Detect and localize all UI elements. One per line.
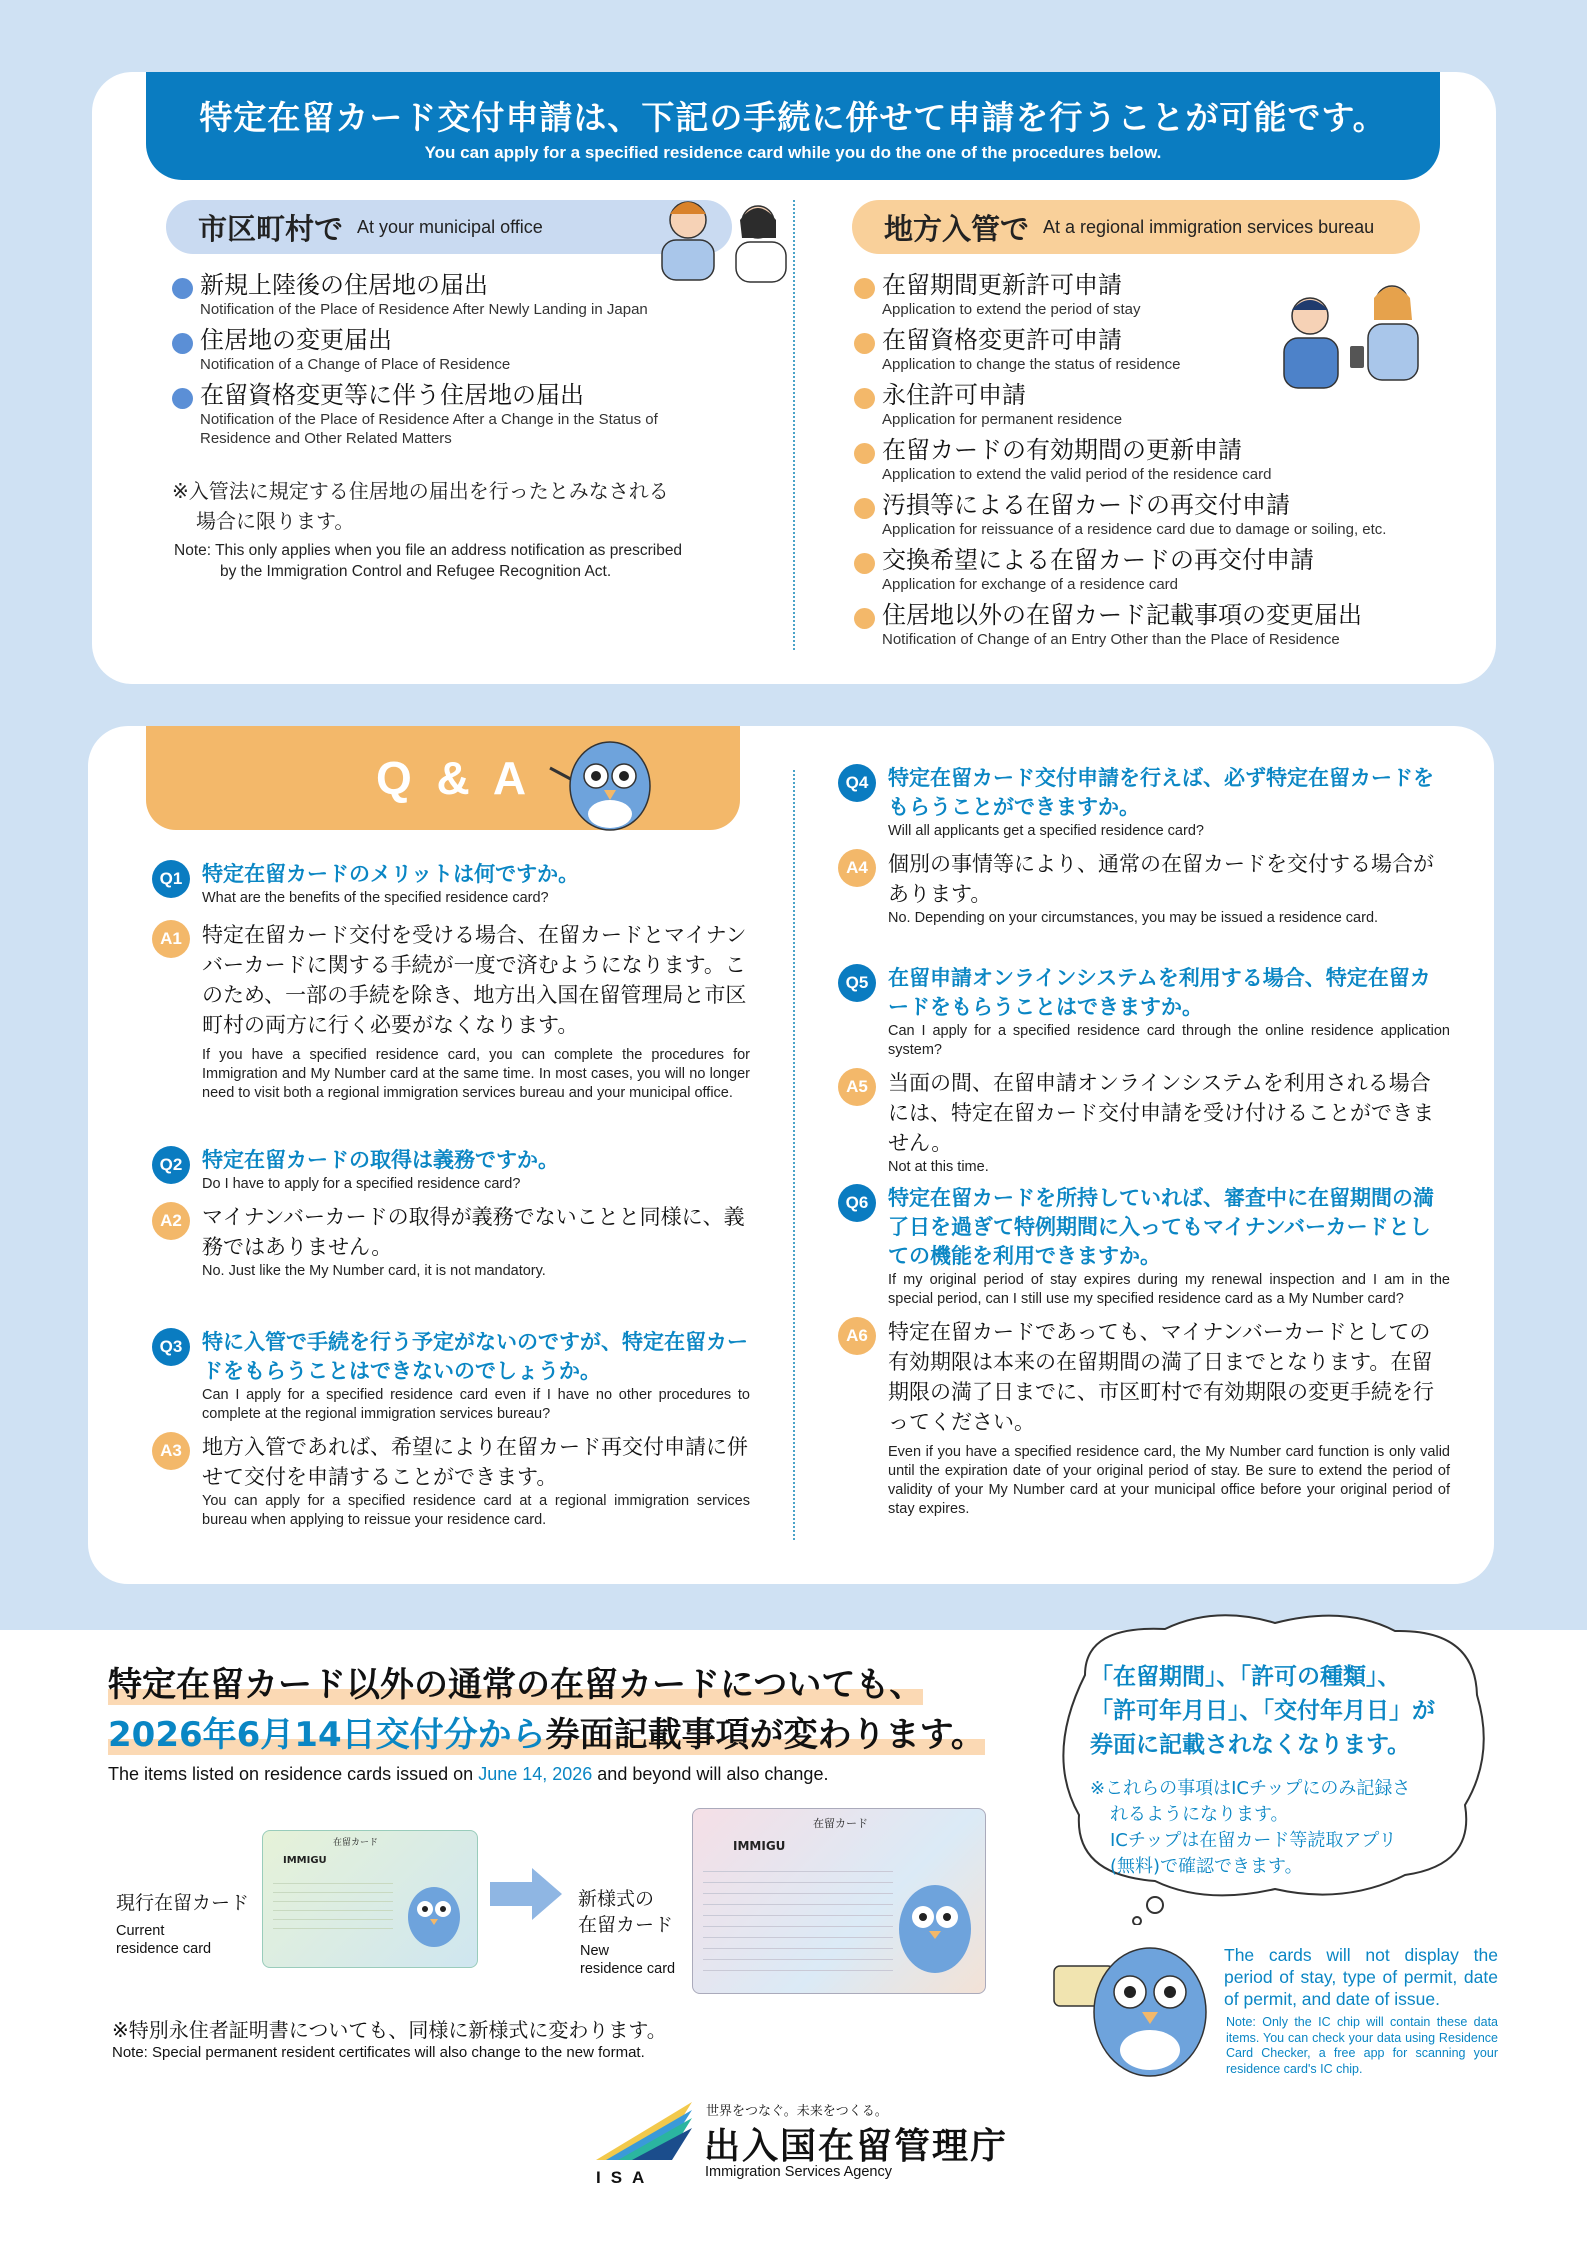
current-card-label-en xyxy=(116,1922,211,1958)
answer-en: You can apply for a specified residence card at a regional immigration services bureau when applying to reissue your residence card. xyxy=(202,1493,750,1528)
question-jp: 特に入管で手続を行う予定がないのですが、特定在留カードをもらうことはできないのでしょうか。 xyxy=(202,1330,748,1383)
owl-note-en: The cards will not display the period of stay, type of permit, date of permit, and date of issue. xyxy=(1224,1945,1498,2009)
question-jp: 在留申請オンラインシステムを利用する場合、特定在留カードをもらうことはできますか。 xyxy=(888,966,1431,1019)
list-item xyxy=(854,435,1464,484)
answer-jp: 特定在留カード交付を受ける場合、在留カードとマイナンバーカードに関する手続が一度で済むようになります。このため、一部の手続を除き、地方出入国在留管理局と市区町村の両方に行く必要がなくなります。 xyxy=(202,923,747,1037)
change-notice-subtitle xyxy=(108,1764,828,1785)
item-jp: 住居地の変更届出 xyxy=(200,326,392,354)
a-badge: A3 xyxy=(152,1432,190,1470)
item-jp: 汚損等による在留カードの再交付申請 xyxy=(882,491,1290,519)
question-jp: 特定在留カード交付申請を行えば、必ず特定在留カードをもらうことができますか。 xyxy=(888,766,1434,819)
item-jp: 在留資格変更許可申請 xyxy=(882,326,1122,354)
municipal-label-en: At your municipal office xyxy=(357,216,543,237)
question-jp: 特定在留カードのメリットは何ですか。 xyxy=(202,862,580,886)
note-line: 場合に限ります。 xyxy=(196,509,355,533)
answer-en: Even if you have a specified residence card, the My Number card function is only valid until the expiration date of your original period of stay. Be sure to extend the period of validity of your My Number card at your municipal office before your original period of stay expires. xyxy=(888,1444,1450,1517)
label-line: New xyxy=(580,1943,610,1959)
a-badge: A6 xyxy=(838,1317,876,1355)
label-line: residence card xyxy=(116,1941,212,1957)
bubble-line: 「許可年月日」、「交付年月日」が xyxy=(1090,1698,1435,1724)
new-card-label-en xyxy=(580,1942,675,1978)
subtitle-date: June 14, 2026 xyxy=(478,1764,593,1784)
title-date: 2026年6月14日交付分から xyxy=(108,1715,546,1755)
label-line: residence card xyxy=(580,1961,676,1977)
header-banner xyxy=(146,72,1440,180)
owl-with-card-icon xyxy=(1050,1926,1220,2082)
municipal-note-en xyxy=(174,540,682,582)
municipal-list xyxy=(172,270,772,454)
list-item xyxy=(854,270,1464,319)
list-item xyxy=(854,380,1464,429)
footnote-jp: ※特別永住者証明書についても、同様に新様式に変わります。 xyxy=(112,2018,667,2042)
answer-jp: 当面の間、在留申請オンラインシステムを利用される場合には、特定在留カード交付申請を受け付けることができません。 xyxy=(888,1071,1434,1155)
qa-title: Q & A xyxy=(376,752,533,804)
title-line: 券面記載事項が変わります。 xyxy=(545,1715,985,1755)
note-line: ※入管法に規定する住居地の届出を行ったとみなされる xyxy=(172,479,669,503)
qa-item-3 xyxy=(152,1328,750,1530)
item-en: Notification of a Change of Place of Residence xyxy=(200,356,511,373)
item-en: Notification of the Place of Residence After a Change in the Status of xyxy=(200,411,658,428)
current-residence-card-image xyxy=(262,1830,478,1968)
owl-note-en-small: Note: Only the IC chip will contain these data items. You can check your data using Residence Card Checker, a free app for scanning your residence card's IC chip. xyxy=(1226,2015,1498,2076)
card-title: 在留カード xyxy=(333,1838,379,1848)
a-badge: A2 xyxy=(152,1202,190,1240)
footnote-en: Note: Special permanent resident certificates will also change to the new format. xyxy=(112,2044,645,2061)
note-line: by the Immigration Control and Refugee Recognition Act. xyxy=(220,563,612,580)
regional-label-jp: 地方入管で xyxy=(884,211,1030,246)
question-en: What are the benefits of the specified residence card? xyxy=(202,890,549,906)
item-en: Notification of Change of an Entry Other than the Place of Residence xyxy=(882,631,1340,648)
bubble-note xyxy=(1090,1776,1470,1880)
card-name: IMMIGU xyxy=(283,1855,327,1866)
list-item xyxy=(854,490,1464,539)
bubble-note-line: (無料)で確認できます。 xyxy=(1110,1856,1303,1877)
list-item xyxy=(172,270,772,319)
question-en: If my original period of stay expires during my renewal inspection and I am in the special period, can I still use my specified residence card as a My Number card? xyxy=(888,1272,1450,1307)
qa-item-4 xyxy=(838,764,1450,928)
item-en: Application to change the status of residence xyxy=(882,356,1181,373)
a-badge: A4 xyxy=(838,849,876,887)
new-card-label-jp xyxy=(578,1886,673,1938)
question-jp: 特定在留カードを所持していれば、審査中に在留期間の満了日を過ぎて特例期間に入ってもマイナンバーカードとしての機能を利用できますか。 xyxy=(888,1186,1434,1268)
owl-icon xyxy=(893,1873,977,1977)
regional-list xyxy=(854,270,1464,655)
question-en: Can I apply for a specified residence card through the online residence application system? xyxy=(888,1023,1450,1058)
municipal-note-jp xyxy=(172,476,669,536)
card-title: 在留カード xyxy=(813,1817,868,1830)
new-residence-card-image xyxy=(692,1808,986,1994)
a-badge: A1 xyxy=(152,920,190,958)
list-item xyxy=(854,545,1464,594)
item-en: Application for exchange of a residence card xyxy=(882,576,1179,593)
bubble-line: 券面に記載されなくなります。 xyxy=(1090,1732,1411,1758)
answer-jp: 地方入管であれば、希望により在留カード再交付申請に併せて交付を申請することができます。 xyxy=(202,1435,748,1489)
list-item xyxy=(172,380,772,448)
qa-item-5 xyxy=(838,964,1450,1177)
title-line: 特定在留カード以外の通常の在留カードについても、 xyxy=(108,1665,924,1705)
question-en: Will all applicants get a specified residence card? xyxy=(888,823,1204,839)
bubble-main-text xyxy=(1090,1660,1460,1762)
label-line: 新様式の xyxy=(578,1888,655,1910)
isa-logo-icon xyxy=(596,2100,696,2164)
item-en: Application for reissuance of a residence card due to damage or soiling, etc. xyxy=(882,521,1387,538)
bubble-line: 「在留期間」、「許可の種類」、 xyxy=(1090,1664,1401,1690)
change-notice-title xyxy=(108,1660,985,1760)
current-card-label-jp: 現行在留カード xyxy=(116,1892,250,1914)
bubble-note-line: れるようになります。 xyxy=(1110,1804,1289,1825)
item-en: Application for permanent residence xyxy=(882,411,1123,428)
arrow-right-icon xyxy=(488,1866,564,1922)
column-divider xyxy=(793,200,795,650)
q-badge: Q3 xyxy=(152,1328,190,1366)
label-line: Current xyxy=(116,1923,165,1939)
subtitle-text: The items listed on residence cards issued on xyxy=(108,1764,479,1784)
item-jp: 住居地以外の在留カード記載事項の変更届出 xyxy=(882,601,1362,629)
header-title-jp: 特定在留カード交付申請は、下記の手続に併せて申請を行うことが可能です。 xyxy=(199,98,1387,137)
regional-heading xyxy=(852,200,1420,254)
q-badge: Q5 xyxy=(838,964,876,1002)
note-line: Note: This only applies when you file an address notification as prescribed xyxy=(174,542,683,559)
header-title-en: You can apply for a specified residence card while you do the one of the procedures below. xyxy=(424,143,1162,162)
owl-icon xyxy=(403,1879,465,1951)
logo-abbr: ISA xyxy=(596,2168,655,2187)
item-en: Application to extend the period of stay xyxy=(882,301,1141,318)
logo-name-en: Immigration Services Agency xyxy=(705,2164,892,2180)
qa-divider xyxy=(793,770,795,1540)
card-name: IMMIGU xyxy=(733,1839,786,1853)
regional-label-en: At a regional immigration services bureau xyxy=(1043,216,1375,237)
question-en: Can I apply for a specified residence card even if I have no other procedures to complete at the regional immigration services bureau? xyxy=(202,1387,750,1422)
qa-item-2 xyxy=(152,1146,750,1281)
owl-pointer-icon xyxy=(540,728,660,838)
q-badge: Q2 xyxy=(152,1146,190,1184)
answer-en: No. Depending on your circumstances, you may be issued a residence card. xyxy=(888,910,1379,926)
qa-item-1 xyxy=(152,860,750,1103)
item-jp: 新規上陸後の住居地の届出 xyxy=(200,271,488,299)
list-item xyxy=(854,600,1464,649)
item-en: Residence and Other Related Matters xyxy=(200,430,452,447)
question-jp: 特定在留カードの取得は義務ですか。 xyxy=(202,1148,559,1172)
answer-en: No. Just like the My Number card, it is not mandatory. xyxy=(202,1263,546,1279)
qa-item-6 xyxy=(838,1184,1450,1519)
bubble-note-line: ※これらの事項はICチップにのみ記録さ xyxy=(1090,1778,1411,1799)
label-line: 在留カード xyxy=(578,1914,674,1936)
municipal-label-jp: 市区町村で xyxy=(198,211,344,246)
q-badge: Q4 xyxy=(838,764,876,802)
item-jp: 在留期間更新許可申請 xyxy=(882,271,1122,299)
list-item xyxy=(854,325,1464,374)
logo-tagline: 世界をつなぐ。未来をつくる。 xyxy=(706,2104,888,2119)
answer-en: If you have a specified residence card, you can complete the procedures for Immigration and My Number card at the same time. In most cases, you will no longer need to visit both a regional immigration services bureau and your municipal office. xyxy=(202,1047,750,1101)
item-jp: 永住許可申請 xyxy=(882,381,1026,409)
item-jp: 在留資格変更等に伴う住居地の届出 xyxy=(200,381,584,409)
q-badge: Q6 xyxy=(838,1184,876,1222)
answer-en: Not at this time. xyxy=(888,1159,989,1175)
answer-jp: マイナンバーカードの取得が義務でないことと同様に、義務ではありません。 xyxy=(202,1205,745,1259)
item-en: Notification of the Place of Residence After Newly Landing in Japan xyxy=(200,301,648,318)
logo-name-jp: 出入国在留管理庁 xyxy=(704,2126,1009,2167)
item-jp: 交換希望による在留カードの再交付申請 xyxy=(882,546,1314,574)
item-jp: 在留カードの有効期間の更新申請 xyxy=(882,436,1242,464)
item-en: Application to extend the valid period of the residence card xyxy=(882,466,1272,483)
list-item xyxy=(172,325,772,374)
answer-jp: 個別の事情等により、通常の在留カードを交付する場合があります。 xyxy=(888,852,1434,906)
answer-jp: 特定在留カードであっても、マイナンバーカードとしての有効期限は本来の在留期間の満了日までとなります。在留期限の満了日までに、市区町村で有効期限の変更手続を行ってください。 xyxy=(888,1320,1434,1434)
question-en: Do I have to apply for a specified residence card? xyxy=(202,1176,521,1192)
bubble-note-line: ICチップは在留カード等読取アプリ xyxy=(1110,1830,1397,1851)
subtitle-text: and beyond will also change. xyxy=(592,1764,829,1784)
q-badge: Q1 xyxy=(152,860,190,898)
a-badge: A5 xyxy=(838,1068,876,1106)
